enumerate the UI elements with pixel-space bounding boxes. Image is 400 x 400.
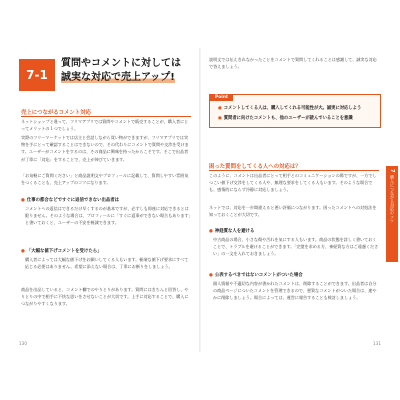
- right-bullet-heading-2: ● 公表するべきではないコメントがついた場合: [209, 273, 303, 278]
- chapter-side-tab: [386, 166, 398, 262]
- section-title: [61, 57, 193, 85]
- bullet-icon: ●: [209, 273, 213, 278]
- point-item-2: ● 質問者に向けたコメントも、他のユーザーが読んでいることを意識: [218, 116, 353, 121]
- left-page-number: 130: [19, 341, 27, 346]
- bullet-icon: ●: [21, 198, 25, 203]
- left-page: [17, 50, 195, 350]
- left-paragraph-1: ネットショップと違って、フリマアプリでは質問やコメントで販売することが、購入者にとってメリットの１つでしょう。: [21, 119, 189, 132]
- left-paragraph-3: 「お気軽にご質問ください」と商品説明文やプロフィールに記載して、質問しやすい雰囲気をつくることも、売上アップのコツになります。: [21, 173, 189, 186]
- left-section-heading: 売上につながるコメント対応: [21, 108, 191, 117]
- right-paragraph-2: ネットでは、対応を一歩間違えると悪い評価につながります。困ったコメントへの対処法を知っておくことが大切です。: [209, 205, 377, 218]
- right-section-heading: 困った質問をしてくる人への対応は？: [209, 162, 379, 171]
- right-bullet-text-2: 個人情報や不適切な内容が書かれたコメントは、削除することができます。出品者は自分の商品ページについたコメントを管理できるので、悪質なコメントがついた場合は、速やかに削除しましょう。場合によっては、運営に報告することも検討しましょう。: [213, 281, 377, 301]
- bullet-icon: ●: [218, 106, 222, 111]
- point-box: [209, 94, 381, 128]
- section-number-badge: 7-1: [19, 59, 55, 91]
- left-bullet-heading-1: ● 仕事の都合などですぐに返信できない出品者は: [21, 198, 120, 203]
- right-intro-text: 説明文では伝えきれなかったことをコメントで質問してくれることは感謝して、誠実な対応で答えましょう。: [209, 57, 377, 70]
- right-page: [205, 50, 383, 350]
- left-bullet-heading-2: ● 「大幅な値下げコメントを受けたら」: [21, 249, 102, 254]
- right-paragraph-1: このように、コメントは出品者にとって相手とのコミュニケーションの場ですが、一方でしつこい値下げ交渉をしてくる人や、無理な要求をしてくる人もいます。そのような場合でも、感情的にならず冷静に対応しましょう。: [209, 173, 377, 193]
- chapter-tab-number: 7: [389, 169, 395, 173]
- left-bullet-text-1: コメントへの返信はできるだけ早くするのが基本ですが、必ずしも即座に対応できるとは限りません。そのような場合は、プロフィールに「すぐに返事ができない場合もあります」と書いておくと、ユーザーの不安を軽減できます。: [25, 206, 191, 226]
- left-bullet-text-2: 購入者によっては大幅な値下げをお願いしてくる人もいます。極端な値下げ要求にすべて応じる必要はありません。希望に添えない場合は、丁寧にお断りをしましょう。: [25, 257, 189, 270]
- gutter-shadow: [199, 48, 201, 352]
- point-item-1: ● コメントしてくる人は、購入してくれる可能性が大。誠実に対応しよう: [218, 106, 362, 111]
- chapter-tab-text: 購入につながる対応のコツ: [390, 175, 395, 224]
- left-paragraph-2: 実際のフリーマーケットでは店主と会話しながら買い物ができますが、フリマアプリでは実物を手にとって確認することはできないので、その代わりにコメントで質問や交渉を受けます。ユーザーがコメントをするのは、その商品に興味を持ったからこそです。そこで出品者が丁寧に「対応」をすることで、売上が伸びていきます。: [21, 135, 189, 162]
- bullet-icon: ●: [218, 116, 222, 121]
- left-paragraph-4: 商品を出品していると、コメント欄でのやりとりがあります。質問にはきちんと回答し、やりとりの中で相手に不快な思いをさせないことが大切です。上手に対応することで、購入につながりやすくなります。: [21, 287, 189, 307]
- point-label: Point: [210, 94, 233, 101]
- section-title-line1: 質問やコメントに対しては: [61, 58, 181, 69]
- bullet-icon: ●: [21, 249, 25, 254]
- right-page-number: 131: [373, 341, 381, 346]
- right-bullet-text-1: 中古商品の場合、小さな傷や汚れを気にする人もいます。商品の状態を詳しく書いておくことで、トラブルを避けることができます。「完璧を求める方、神経質な方はご遠慮ください」の一文を入れておきましょう。: [213, 237, 379, 257]
- right-bullet-heading-1: ● 神経質な人を避ける: [209, 229, 255, 234]
- bullet-icon: ●: [209, 229, 213, 234]
- section-title-line2: 誠実な対応で売上アップ!: [61, 72, 175, 83]
